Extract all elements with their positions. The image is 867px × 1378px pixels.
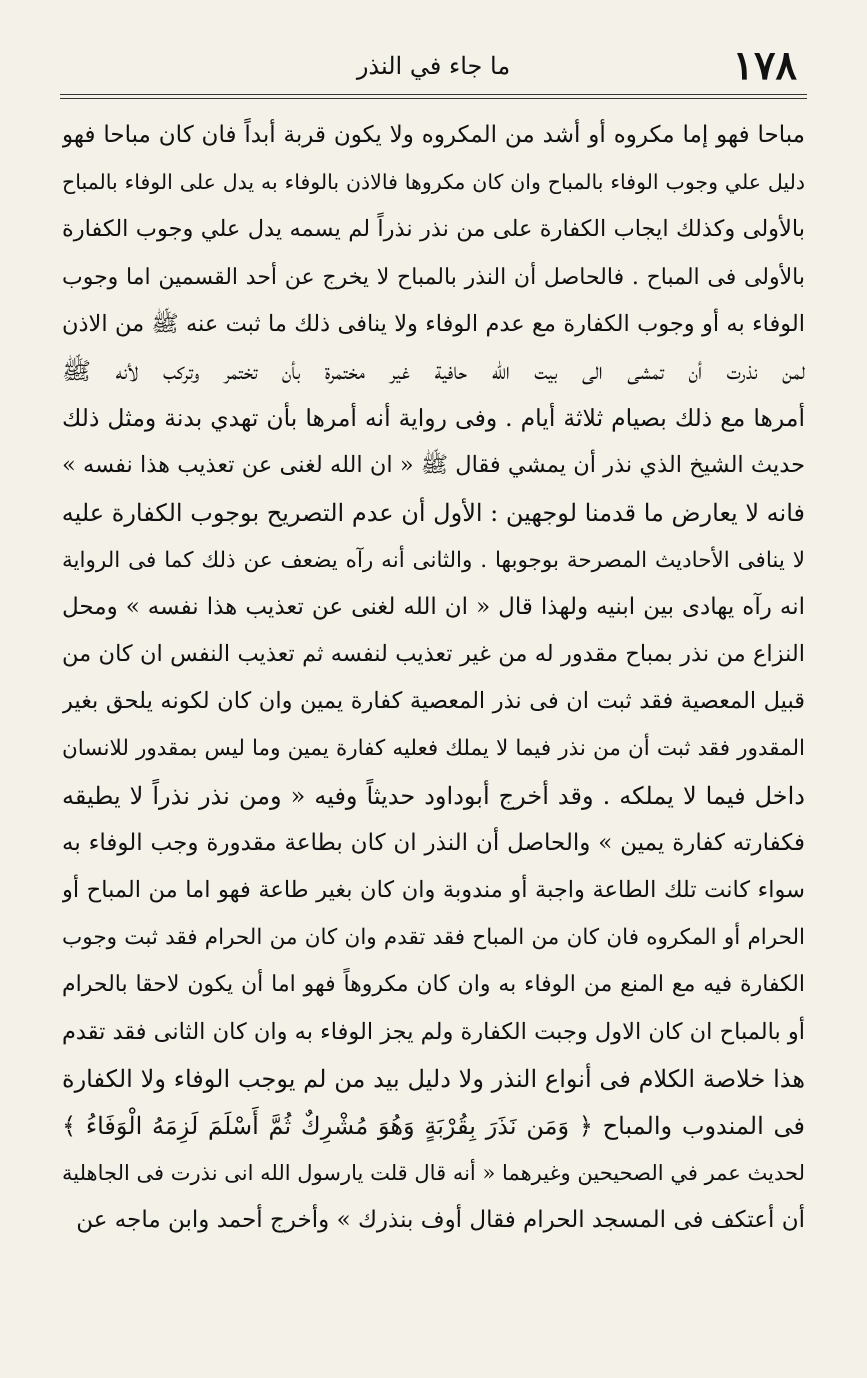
text-line: قبيل المعصية فقد ثبت ان فى نذر المعصية كفارة يمين وان كان لكونه يلحق بغير (62, 688, 805, 715)
body-text (62, 112, 805, 1245)
text-line: داخل فيما لا يملكه . وقد أخرج أبوداود حديثاً وفيه « ومن نذر نذراً لا يطيقه (62, 781, 805, 810)
text-line: دليل علي وجوب الوفاء بالمباح وان كان مكروها فالاذن بالوفاء به يدل على الوفاء بالمباح (62, 170, 805, 195)
text-line: لا ينافى الأحاديث المصرحة بوجوبها . والثانى أنه رآه يضعف عن ذلك كما فى الرواية (62, 547, 805, 573)
running-title: ما جاء في النذر (356, 52, 511, 80)
text-line: سواء كانت تلك الطاعة واجبة أو مندوبة وان كان بغير طاعة فهو اما من المباح أو (62, 877, 805, 903)
text-line: حديث الشيخ الذي نذر أن يمشي فقال ﷺ « ان الله لغنى عن تعذيب هذا نفسه » (62, 452, 805, 479)
page-number: ١٧٨ (732, 42, 797, 89)
text-line: انه رآه يهادى بين ابنيه ولهذا قال « ان الله لغنى عن تعذيب هذا نفسه » ومحل (62, 593, 805, 620)
text-line: لحديث عمر في الصحيحين وغيرهما « أنه قال قلت يارسول الله انى نذرت فى الجاهلية (62, 1161, 805, 1186)
text-line: بالأولى فى المباح . فالحاصل أن النذر بالمباح لا يخرج عن أحد القسمين اما وجوب (62, 264, 805, 290)
text-line: هذا خلاصة الكلام فى أنواع النذر ولا دليل بيد من لم يوجب الوفاء ولا الكفارة (62, 1064, 805, 1093)
text-line: المقدور فقد ثبت أن من نذر فيما لا يملك فعليه كفارة يمين وما ليس بمقدور للانسان (62, 736, 805, 762)
page-header (60, 40, 807, 92)
text-line: الحرام أو المكروه فان كان من المباح فقد تقدم وان كان من الحرام فقد ثبت وجوب (62, 925, 805, 951)
text-line: الكفارة فيه مع المنع من الوفاء به وان كان مكروهاً فهو اما أن يكون لاحقا بالحرام (62, 972, 805, 998)
text-line: مباحا فهو إما مكروه أو أشد من المكروه ولا يكون قربة أبداً فان كان مباحا فهو (62, 122, 805, 148)
header-rule (60, 94, 807, 99)
text-line: فانه لا يعارض ما قدمنا لوجهين : الأول أن عدم التصريح بوجوب الكفارة عليه (62, 498, 805, 527)
text-line: لمن نذرت أن تمشى الى بيت الله حافية غير مختمرة بأن تختمر وتركب لأنه ﷺ (62, 356, 805, 385)
text-line: النزاع من نذر بمباح مقدور له من غير تعذيب لنفسه ثم تعذيب النفس ان كان من (62, 641, 805, 668)
text-line: أو بالمباح ان كان الاول وجبت الكفارة ولم يجز الوفاء به وان كان الثانى فقد تقدم (62, 1018, 805, 1045)
text-line: فى المندوب والمباح ﴿ وَمَن نَذَرَ بِقُرْبَةٍ وَهُوَ مُشْرِكٌ ثُمَّ أَسْلَمَ لَزِمَهُ الْوَفَاءُ ﴾ (62, 1111, 805, 1140)
text-line: الوفاء به أو وجوب الكفارة مع عدم الوفاء ولا ينافى ذلك ما ثبت عنه ﷺ من الاذن (62, 310, 805, 337)
text-line: فكفارته كفارة يمين » والحاصل أن النذر ان كان بطاعة مقدورة وجب الوفاء به (62, 829, 805, 856)
text-line: أمرها مع ذلك بصيام ثلاثة أيام . وفى رواية أنه أمرها بأن تهدي بدنة ومثل ذلك (62, 404, 805, 433)
text-line: أن أعتكف فى المسجد الحرام فقال أوف بنذرك » وأخرج أحمد وابن ماجه عن (76, 1207, 805, 1234)
text-line: بالأولى وكذلك ايجاب الكفارة على من نذر نذراً لم يسمه يدل علي وجوب الكفارة (62, 216, 805, 243)
